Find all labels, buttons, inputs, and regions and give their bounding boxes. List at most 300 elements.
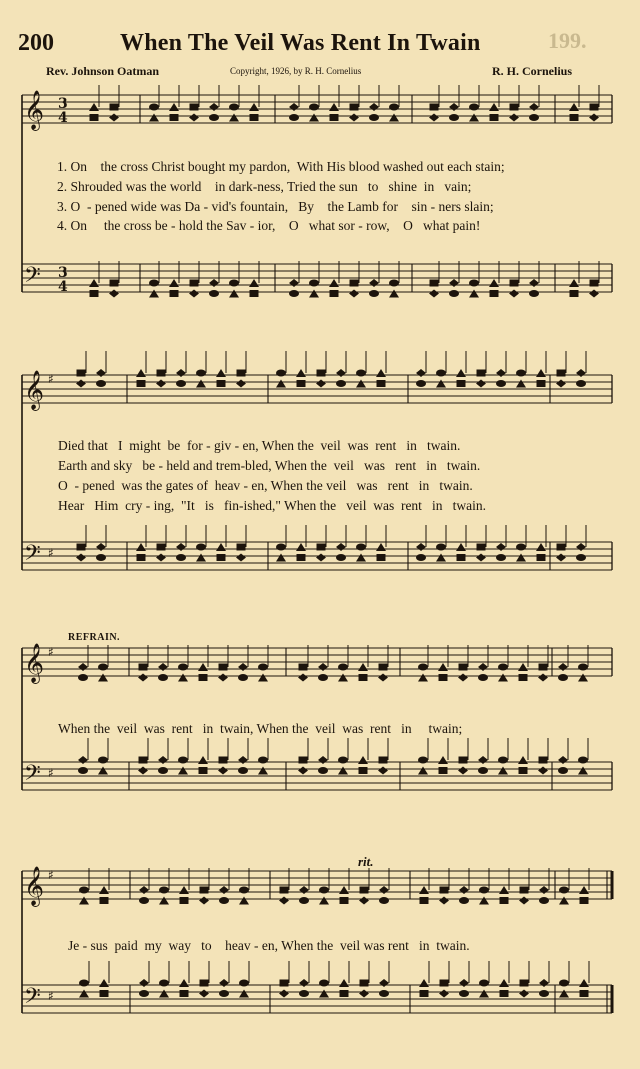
shape-note-square [180, 990, 189, 997]
shape-note-square [379, 664, 388, 671]
shape-note-square [330, 114, 339, 121]
shape-note-triangle [418, 767, 428, 775]
shape-note-round [239, 887, 249, 894]
shape-note-diamond [476, 380, 486, 388]
shape-note-diamond [476, 554, 486, 562]
shape-note-diamond [558, 663, 568, 671]
shape-note-round [149, 104, 159, 111]
shape-note-triangle [569, 279, 579, 287]
shape-note-diamond [209, 103, 219, 111]
shape-note-round [558, 674, 568, 681]
shape-note-square [297, 380, 306, 387]
shape-note-diamond [238, 756, 248, 764]
shape-note-triangle [489, 103, 499, 111]
shape-note-square [217, 380, 226, 387]
time-signature-bottom: 4 [58, 279, 68, 295]
shape-note-diamond [378, 767, 388, 775]
shape-note-triangle [516, 554, 526, 562]
shape-note-triangle [136, 369, 146, 377]
shape-note-round [478, 674, 488, 681]
shape-note-diamond [458, 767, 468, 775]
shape-note-diamond [299, 886, 309, 894]
shape-note-triangle [456, 543, 466, 551]
shape-note-square [359, 674, 368, 681]
shape-note-diamond [458, 674, 468, 682]
shape-note-diamond [279, 990, 289, 998]
shape-note-round [418, 757, 428, 764]
shape-note-square [510, 280, 519, 287]
shape-note-diamond [318, 756, 328, 764]
shape-note-diamond [539, 886, 549, 894]
shape-note-square [299, 757, 308, 764]
shape-note-triangle [358, 663, 368, 671]
shape-note-round [276, 544, 286, 551]
shape-note-diamond [176, 369, 186, 377]
shape-note-round [539, 897, 549, 904]
shape-note-round [558, 767, 568, 774]
shape-note-diamond [449, 279, 459, 287]
shape-note-round [336, 554, 346, 561]
shape-note-diamond [459, 886, 469, 894]
shape-note-round [379, 990, 389, 997]
shape-note-triangle [356, 380, 366, 388]
shape-note-square [110, 280, 119, 287]
shape-note-diamond [589, 290, 599, 298]
shape-note-diamond [509, 290, 519, 298]
shape-note-diamond [496, 369, 506, 377]
sharp-icon: ♯ [48, 868, 54, 882]
shape-note-square [190, 104, 199, 111]
shape-note-triangle [479, 897, 489, 905]
shape-note-diamond [139, 886, 149, 894]
shape-note-diamond [359, 990, 369, 998]
shape-note-round [238, 674, 248, 681]
shape-note-triangle [89, 103, 99, 111]
shape-note-triangle [338, 767, 348, 775]
shape-note-diamond [96, 369, 106, 377]
shape-note-triangle [456, 369, 466, 377]
shape-note-round [209, 290, 219, 297]
shape-note-square [379, 757, 388, 764]
shape-note-round [318, 674, 328, 681]
shape-note-triangle [499, 886, 509, 894]
ritardando-mark: rit. [358, 854, 374, 869]
shape-note-square [77, 544, 86, 551]
shape-note-diamond [199, 990, 209, 998]
shape-note-round [559, 887, 569, 894]
shape-note-diamond [109, 290, 119, 298]
shape-note-square [317, 544, 326, 551]
shape-note-triangle [376, 543, 386, 551]
shape-note-diamond [209, 279, 219, 287]
shape-note-diamond [539, 979, 549, 987]
shape-note-round [219, 897, 229, 904]
shape-note-round [479, 980, 489, 987]
shape-note-diamond [218, 674, 228, 682]
shape-note-diamond [316, 380, 326, 388]
shape-note-triangle [178, 674, 188, 682]
shape-note-round [239, 980, 249, 987]
shape-note-diamond [459, 979, 469, 987]
shape-note-triangle [498, 674, 508, 682]
shape-note-round [459, 897, 469, 904]
shape-note-square [250, 114, 259, 121]
shape-note-diamond [416, 543, 426, 551]
shape-note-triangle [196, 554, 206, 562]
shape-note-round [416, 380, 426, 387]
shape-note-diamond [538, 674, 548, 682]
shape-note-square [459, 664, 468, 671]
shape-note-square [580, 990, 589, 997]
shape-note-diamond [349, 114, 359, 122]
shape-note-square [217, 554, 226, 561]
shape-note-triangle [559, 897, 569, 905]
shape-note-square [590, 104, 599, 111]
shape-note-square [170, 290, 179, 297]
shape-note-round [338, 757, 348, 764]
shape-note-round [576, 380, 586, 387]
shape-note-square [280, 980, 289, 987]
shape-note-diamond [158, 756, 168, 764]
shape-note-round [529, 290, 539, 297]
shape-note-diamond [529, 279, 539, 287]
shape-note-round [139, 897, 149, 904]
shape-note-round [289, 114, 299, 121]
shape-note-square [557, 370, 566, 377]
shape-note-round [258, 664, 268, 671]
shape-note-diamond [289, 103, 299, 111]
time-signature-top: 3 [58, 265, 68, 281]
shape-note-triangle [356, 554, 366, 562]
shape-note-triangle [159, 897, 169, 905]
shape-note-diamond [369, 279, 379, 287]
shape-note-square [100, 990, 109, 997]
shape-note-triangle [469, 290, 479, 298]
shape-note-square [420, 897, 429, 904]
shape-note-triangle [498, 767, 508, 775]
shape-note-diamond [236, 380, 246, 388]
refrain-line-2: Je - sus paid my way to heav - en, When the veil was rent in twain. [68, 938, 470, 953]
shape-note-square [340, 990, 349, 997]
shape-note-triangle [329, 279, 339, 287]
shape-note-triangle [389, 290, 399, 298]
verse-2-line-1: 2. Shrouded was the world in dark-ness, Tried the sun to shine in vain; [57, 179, 472, 194]
shape-note-square [520, 980, 529, 987]
shape-note-diamond [439, 897, 449, 905]
shape-note-round [416, 554, 426, 561]
sharp-icon: ♯ [48, 989, 54, 1003]
shape-note-round [78, 674, 88, 681]
shape-note-square [490, 290, 499, 297]
shape-note-square [340, 897, 349, 904]
shape-note-square [459, 757, 468, 764]
shape-note-round [238, 767, 248, 774]
shape-note-diamond [298, 674, 308, 682]
shape-note-round [576, 554, 586, 561]
shape-note-square [77, 370, 86, 377]
shape-note-square [519, 674, 528, 681]
shape-note-triangle [198, 756, 208, 764]
shape-note-diamond [336, 369, 346, 377]
shape-note-square [139, 757, 148, 764]
shape-note-square [490, 114, 499, 121]
bass-clef-icon: 𝄢 [24, 984, 41, 1014]
shape-note-diamond [199, 897, 209, 905]
shape-note-round [578, 664, 588, 671]
bass-clef-icon: 𝄢 [24, 541, 41, 571]
shape-note-round [478, 767, 488, 774]
shape-note-diamond [379, 979, 389, 987]
shape-note-round [436, 544, 446, 551]
shape-note-round [469, 280, 479, 287]
shape-note-diamond [449, 103, 459, 111]
shape-note-triangle [249, 279, 259, 287]
shape-note-diamond [558, 756, 568, 764]
shape-note-round [229, 104, 239, 111]
shape-note-triangle [239, 897, 249, 905]
shape-note-triangle [518, 756, 528, 764]
shape-note-round [158, 767, 168, 774]
shape-note-round [219, 990, 229, 997]
shape-note-triangle [309, 290, 319, 298]
shape-note-diamond [529, 103, 539, 111]
shape-note-square [200, 887, 209, 894]
shape-note-triangle [276, 380, 286, 388]
time-signature-bottom: 4 [58, 110, 68, 126]
shape-note-triangle [578, 674, 588, 682]
shape-note-triangle [149, 290, 159, 298]
shape-note-diamond [369, 103, 379, 111]
shape-note-round [436, 370, 446, 377]
shape-note-triangle [249, 103, 259, 111]
shape-note-triangle [196, 380, 206, 388]
shape-note-square [377, 554, 386, 561]
shape-note-triangle [518, 663, 528, 671]
shape-note-triangle [179, 979, 189, 987]
shape-note-round [318, 767, 328, 774]
shape-note-square [297, 554, 306, 561]
shape-note-triangle [296, 369, 306, 377]
shape-note-round [389, 280, 399, 287]
shape-note-triangle [436, 380, 446, 388]
verse-2-line-2: Earth and sky be - held and trem-bled, When the veil was rent in twain. [58, 458, 481, 473]
shape-note-round [79, 887, 89, 894]
shape-note-round [149, 280, 159, 287]
shape-note-triangle [419, 886, 429, 894]
shape-note-diamond [156, 380, 166, 388]
shape-note-triangle [296, 543, 306, 551]
treble-clef-icon: 𝄞 [24, 866, 45, 906]
shape-note-diamond [519, 897, 529, 905]
shape-note-triangle [479, 990, 489, 998]
shape-note-diamond [478, 756, 488, 764]
shape-note-square [157, 370, 166, 377]
shape-note-diamond [76, 380, 86, 388]
time-signature-top: 3 [58, 96, 68, 112]
shape-note-square [477, 370, 486, 377]
shape-note-triangle [536, 543, 546, 551]
shape-note-square [377, 380, 386, 387]
shape-note-diamond [416, 369, 426, 377]
shape-note-square [137, 380, 146, 387]
shape-note-square [439, 767, 448, 774]
shape-note-triangle [319, 990, 329, 998]
verse-1-line-1: 1. On the cross Christ bought my pardon, With His blood washed out each stain; [57, 159, 505, 174]
shape-note-triangle [339, 886, 349, 894]
shape-note-diamond [139, 979, 149, 987]
shape-note-square [280, 887, 289, 894]
shape-note-square [219, 757, 228, 764]
shape-note-round [449, 290, 459, 297]
shape-note-diamond [238, 663, 248, 671]
bleed-through-number: 199. [548, 28, 587, 53]
shape-note-square [519, 767, 528, 774]
shape-note-round [98, 757, 108, 764]
shape-note-diamond [138, 674, 148, 682]
shape-note-square [440, 887, 449, 894]
shape-note-triangle [569, 103, 579, 111]
shape-note-round [196, 544, 206, 551]
shape-note-diamond [429, 290, 439, 298]
shape-note-triangle [376, 369, 386, 377]
shape-note-round [498, 757, 508, 764]
shape-note-diamond [556, 554, 566, 562]
shape-note-square [477, 544, 486, 551]
shape-note-diamond [349, 290, 359, 298]
shape-note-square [350, 280, 359, 287]
shape-note-diamond [478, 663, 488, 671]
shape-note-square [537, 380, 546, 387]
shape-note-round [379, 897, 389, 904]
verse-3-line-1: 3. O - pened wide was Da - vid's fountain, By the Lamb for sin - ners slain; [57, 199, 494, 214]
shape-note-triangle [169, 279, 179, 287]
shape-note-square [360, 887, 369, 894]
shape-note-square [430, 280, 439, 287]
shape-note-round [496, 554, 506, 561]
shape-note-round [176, 554, 186, 561]
shape-note-round [529, 114, 539, 121]
shape-note-round [139, 990, 149, 997]
shape-note-triangle [389, 114, 399, 122]
shape-note-square [237, 544, 246, 551]
shape-note-triangle [559, 990, 569, 998]
shape-note-round [479, 887, 489, 894]
shape-note-square [219, 664, 228, 671]
shape-note-round [309, 280, 319, 287]
shape-note-square [359, 767, 368, 774]
shape-note-triangle [178, 767, 188, 775]
shape-note-triangle [418, 674, 428, 682]
shape-note-square [457, 380, 466, 387]
shape-note-triangle [438, 756, 448, 764]
shape-note-round [98, 664, 108, 671]
shape-note-triangle [319, 897, 329, 905]
shape-note-round [299, 990, 309, 997]
shape-note-triangle [229, 114, 239, 122]
shape-note-round [578, 757, 588, 764]
shape-note-triangle [99, 979, 109, 987]
sharp-icon: ♯ [48, 546, 54, 560]
shape-note-square [457, 554, 466, 561]
shape-note-square [537, 554, 546, 561]
shape-note-square [90, 290, 99, 297]
shape-note-triangle [489, 279, 499, 287]
verse-1-line-2: Died that I might be for - giv - en, When the veil was rent in twain. [58, 438, 461, 453]
shape-note-diamond [219, 886, 229, 894]
composer-credit: R. H. Cornelius [492, 64, 573, 78]
refrain-line-1: When the veil was rent in twain, When the veil was rent in twain; [58, 721, 463, 736]
shape-note-diamond [429, 114, 439, 122]
shape-note-triangle [276, 554, 286, 562]
shape-note-square [570, 114, 579, 121]
shape-note-square [510, 104, 519, 111]
shape-note-diamond [316, 554, 326, 562]
shape-note-triangle [358, 756, 368, 764]
shape-note-diamond [318, 663, 328, 671]
shape-note-triangle [258, 674, 268, 682]
shape-note-round [319, 980, 329, 987]
shape-note-square [157, 544, 166, 551]
shape-note-triangle [516, 380, 526, 388]
shape-note-diamond [289, 279, 299, 287]
sharp-icon: ♯ [48, 766, 54, 780]
shape-note-diamond [138, 767, 148, 775]
verse-4-line-1: 4. On the cross be - hold the Sav - ior, O what sor - row, O what pain! [57, 218, 481, 233]
shape-note-round [299, 897, 309, 904]
shape-note-round [369, 290, 379, 297]
shape-note-diamond [576, 543, 586, 551]
shape-note-diamond [496, 543, 506, 551]
shape-note-square [317, 370, 326, 377]
shape-note-square [420, 990, 429, 997]
shape-note-triangle [79, 897, 89, 905]
shape-note-triangle [99, 886, 109, 894]
shape-note-diamond [76, 554, 86, 562]
shape-note-diamond [176, 543, 186, 551]
shape-note-triangle [136, 543, 146, 551]
treble-clef-icon: 𝄞 [24, 643, 45, 683]
shape-note-diamond [379, 886, 389, 894]
shape-note-triangle [169, 103, 179, 111]
shape-note-triangle [436, 554, 446, 562]
shape-note-square [199, 767, 208, 774]
shape-note-triangle [149, 114, 159, 122]
shape-note-diamond [279, 897, 289, 905]
shape-note-round [356, 544, 366, 551]
shape-note-round [178, 757, 188, 764]
shape-note-round [539, 990, 549, 997]
shape-note-triangle [216, 543, 226, 551]
shape-note-round [336, 380, 346, 387]
shape-note-round [158, 674, 168, 681]
treble-clef-icon: 𝄞 [24, 90, 45, 130]
shape-note-diamond [156, 554, 166, 562]
shape-note-round [289, 290, 299, 297]
verse-4-line-2: Hear Him cry - ing, "It is fin-ished," When the veil was rent in twain. [58, 498, 487, 513]
shape-note-round [496, 380, 506, 387]
shape-note-round [159, 887, 169, 894]
shape-note-square [250, 290, 259, 297]
shape-note-square [520, 887, 529, 894]
shape-note-diamond [589, 114, 599, 122]
shape-note-triangle [309, 114, 319, 122]
hymn-number: 200 [18, 30, 54, 56]
shape-note-diamond [109, 114, 119, 122]
shape-note-triangle [216, 369, 226, 377]
shape-note-round [229, 280, 239, 287]
shape-note-square [100, 897, 109, 904]
shape-note-square [350, 104, 359, 111]
